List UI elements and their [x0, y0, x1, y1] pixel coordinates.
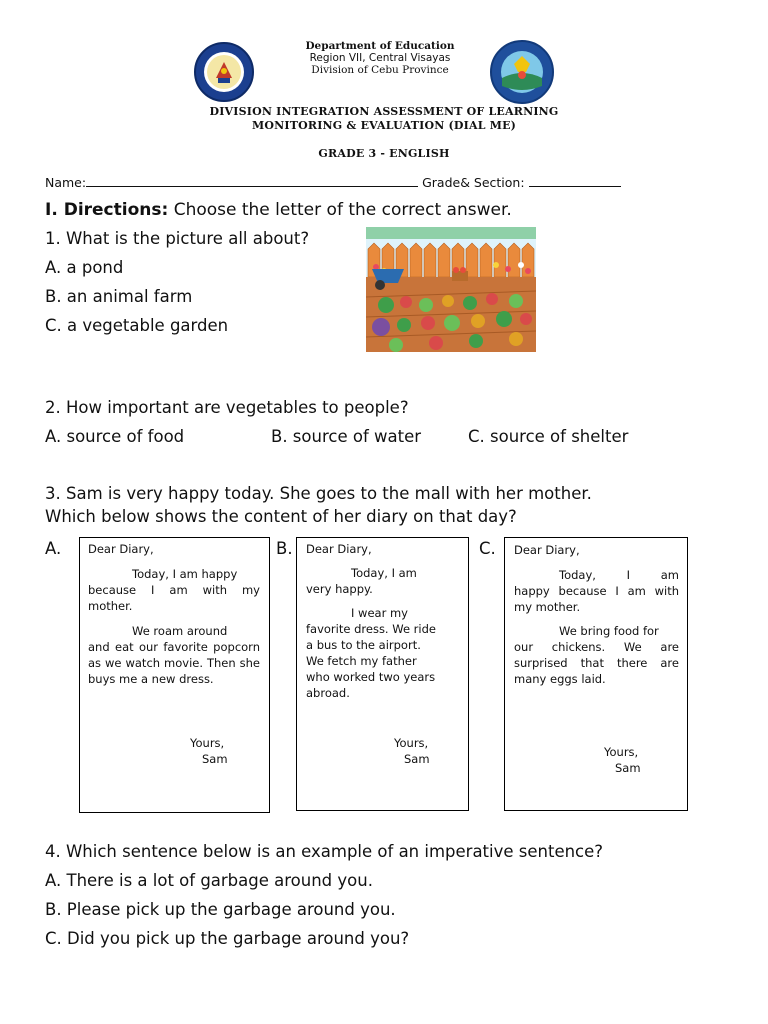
diary-a-p2-rest: and eat our favorite popcorn as we watch movie. Then she buys me a new dress. — [88, 640, 260, 686]
division-name: Division of Cebu Province — [311, 64, 449, 76]
diary-box-c[interactable] — [504, 537, 688, 811]
diary-b-p2-line1: favorite dress. We ride — [306, 622, 436, 636]
diary-box-b[interactable] — [296, 537, 469, 811]
q4-option-c[interactable]: C. Did you pick up the garbage around you? — [45, 929, 410, 948]
q4-option-b[interactable]: B. Please pick up the garbage around you. — [45, 900, 396, 919]
diary-c-closing: Yours, — [604, 745, 639, 759]
name-field[interactable] — [86, 186, 418, 187]
region-name: Region VII, Central Visayas — [309, 52, 451, 64]
diary-a-p2-first: We roam around — [132, 624, 228, 638]
directions-label: I. Directions: — [45, 200, 169, 220]
diary-b-greeting: Dear Diary, — [306, 542, 372, 556]
diary-b-p2-line3: We fetch my father — [306, 654, 417, 668]
diary-c-p2-first: We bring food for — [559, 624, 659, 638]
diary-b-closing: Yours, — [394, 736, 429, 750]
q4-question: 4. Which sentence below is an example of an imperative sentence? — [45, 842, 604, 861]
diary-b-p2-first: I wear my — [351, 606, 408, 620]
department-name: Department of Education — [305, 40, 455, 52]
diary-c-p2-rest: our chickens. We are surprised that there are many eggs laid. — [514, 640, 679, 686]
q3-question-line2: Which below shows the content of her diary on that day? — [45, 507, 517, 526]
assessment-title-line1: DIVISION INTEGRATION ASSESSMENT OF LEARNING — [209, 105, 559, 118]
grade-section-label: Grade& Section: — [422, 175, 525, 190]
diary-a-p1-rest: because I am with my mother. — [88, 583, 260, 613]
q2-option-a[interactable]: A. source of food — [45, 427, 185, 446]
diary-c-greeting: Dear Diary, — [514, 543, 580, 557]
q1-question: 1. What is the picture all about? — [45, 229, 310, 248]
q1-option-c[interactable]: C. a vegetable garden — [45, 316, 229, 335]
grade-subject: GRADE 3 - ENGLISH — [318, 147, 450, 160]
diary-a-signature: Sam — [202, 752, 228, 766]
diary-a-closing: Yours, — [190, 736, 225, 750]
cebu-division-seal-logo — [490, 40, 554, 104]
diary-a-greeting: Dear Diary, — [88, 542, 154, 556]
diary-b-p2-line4: who worked two years — [306, 670, 436, 684]
diary-c-p1-rest: happy because I am with my mother. — [514, 584, 679, 614]
assessment-title-line2: MONITORING & EVALUATION (DIAL ME) — [251, 119, 517, 132]
q2-question: 2. How important are vegetables to people? — [45, 398, 409, 417]
q3-option-c-label[interactable]: C. — [479, 539, 496, 558]
q4-option-a[interactable]: A. There is a lot of garbage around you. — [45, 871, 373, 890]
diary-b-p2-line5: abroad. — [306, 686, 350, 700]
q3-option-b-label[interactable]: B. — [276, 539, 293, 558]
diary-b-signature: Sam — [404, 752, 430, 766]
diary-c-p1-first: Today, I am — [559, 568, 679, 582]
name-label: Name: — [45, 175, 87, 190]
directions-text: Choose the letter of the correct answer. — [173, 200, 512, 220]
q3-question-line1: 3. Sam is very happy today. She goes to the mall with her mother. — [45, 484, 592, 503]
diary-b-p2-line2: a bus to the airport. — [306, 638, 421, 652]
grade-section-field[interactable] — [529, 186, 621, 187]
q3-option-a-label[interactable]: A. — [45, 539, 62, 558]
deped-seal-logo — [194, 42, 254, 102]
diary-box-a[interactable] — [79, 537, 270, 813]
diary-a-p1-first: Today, I am happy — [132, 567, 238, 581]
q2-option-c[interactable]: C. source of shelter — [468, 427, 629, 446]
diary-c-signature: Sam — [615, 761, 641, 775]
diary-b-p1-rest: very happy. — [306, 582, 373, 596]
q1-option-a[interactable]: A. a pond — [45, 258, 124, 277]
q1-option-b[interactable]: B. an animal farm — [45, 287, 193, 306]
q2-option-b[interactable]: B. source of water — [271, 427, 422, 446]
vegetable-garden-image — [366, 227, 536, 352]
diary-b-p1-first: Today, I am — [351, 566, 417, 580]
